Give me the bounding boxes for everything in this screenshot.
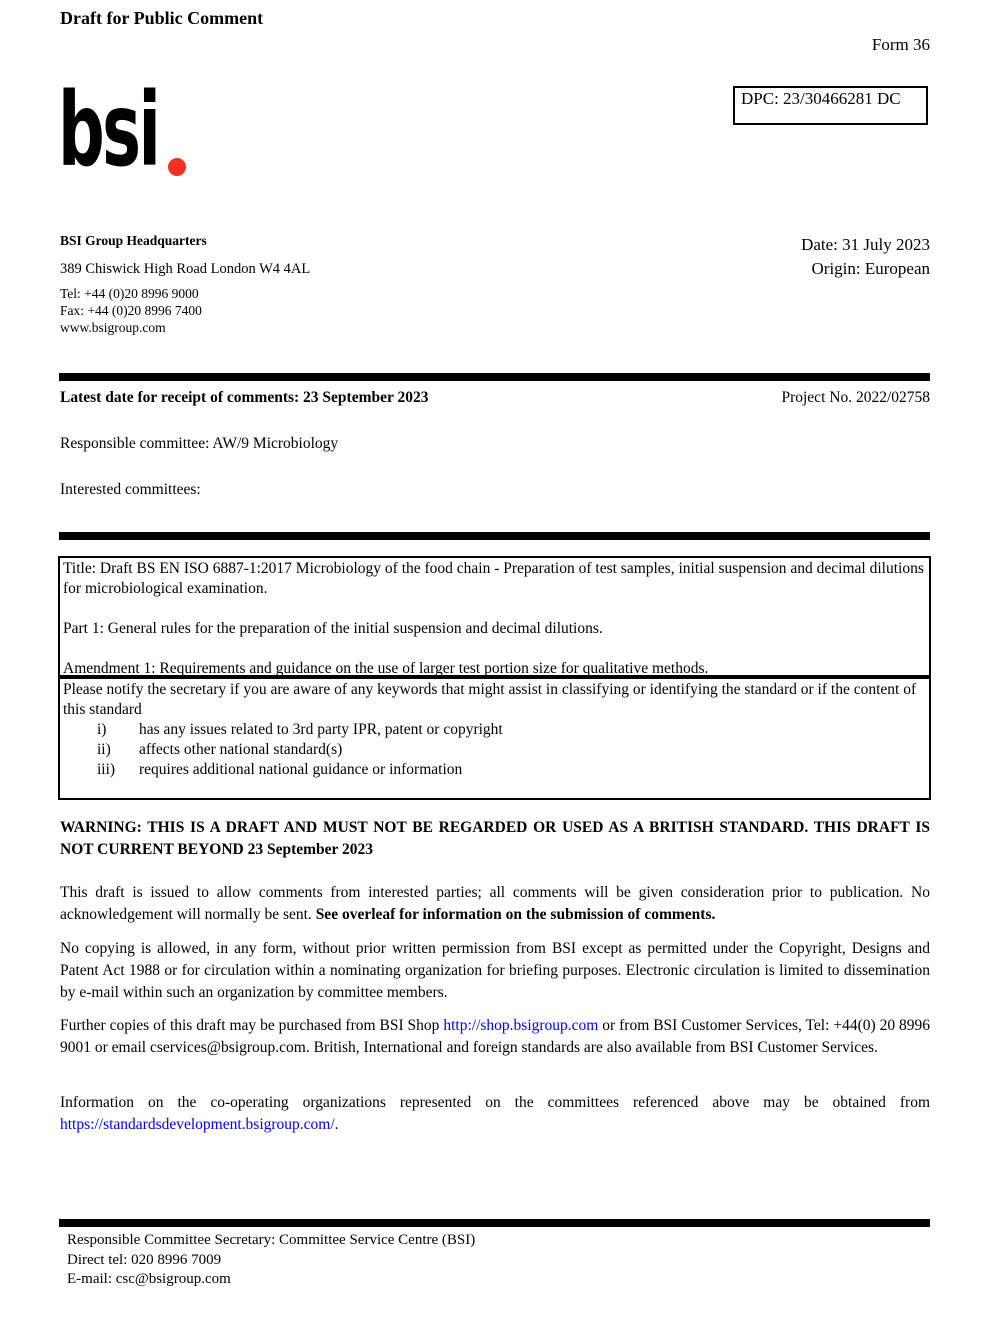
- bsi-logo: [58, 71, 208, 196]
- list-item-text: affects other national standard(s): [139, 741, 343, 758]
- dpc-number-box: [733, 86, 928, 125]
- keywords-intro: Please notify the secretary if you are aware of any keywords that might assist in classifying or identifying the standard or if the content of this standard: [63, 681, 917, 718]
- purchase-paragraph-pre: Further copies of this draft may be purchased from BSI Shop: [60, 1017, 444, 1034]
- interested-committees: Interested committees:: [60, 481, 201, 498]
- draft-for-public-comment-label: Draft for Public Comment: [60, 8, 264, 28]
- latest-date-for-comments: Latest date for receipt of comments: 23 September 2023: [60, 389, 429, 406]
- keywords-notice-box: [58, 677, 931, 800]
- standard-amendment: Amendment 1: Requirements and guidance on the use of larger test portion size for qualitative methods.: [63, 660, 709, 677]
- project-number: Project No. 2022/02758: [781, 389, 930, 406]
- comments-paragraph-bold: See overleaf for information on the submission of comments.: [315, 906, 716, 923]
- divider-bar: [59, 373, 930, 381]
- purchase-paragraph: [60, 1015, 930, 1059]
- list-item-marker: iii): [97, 761, 116, 778]
- keywords-list-item: [63, 740, 926, 760]
- purchase-paragraph-post: or from BSI Customer Services, Tel: +44(0) 20 8996 9001 or email cservices@bsigroup.com. British, International and foreign standards are also available from BSI Customer Services.: [60, 1017, 931, 1056]
- divider-bar: [59, 532, 930, 540]
- bsi-shop-link[interactable]: http://shop.bsigroup.com: [443, 1017, 599, 1034]
- keywords-list: [63, 720, 926, 780]
- keywords-list-item: [63, 720, 926, 740]
- cooperating-orgs-paragraph: [60, 1092, 930, 1136]
- hq-title: BSI Group Headquarters: [60, 233, 207, 248]
- keywords-list-item: [63, 760, 926, 780]
- footer-secretary: Responsible Committee Secretary: Committee Service Centre (BSI): [67, 1232, 476, 1248]
- hq-tel: Tel: +44 (0)20 8996 9000: [60, 286, 199, 301]
- list-item-marker: ii): [97, 741, 111, 758]
- list-item-text: requires additional national guidance or information: [139, 761, 463, 778]
- comments-paragraph: [60, 882, 930, 926]
- hq-address: 389 Chiswick High Road London W4 4AL: [60, 261, 311, 277]
- footer-direct-tel: Direct tel: 020 8996 7009: [67, 1251, 222, 1268]
- footer-block: [67, 1231, 475, 1290]
- cooperating-orgs-pre: Information on the co-operating organizations represented on the committees referenced above may be obtained from: [60, 1094, 930, 1111]
- logo-red-dot-icon: [168, 158, 186, 176]
- standards-development-link[interactable]: https://standardsdevelopment.bsigroup.com/: [60, 1116, 335, 1133]
- document-date: Date: 31 July 2023: [801, 235, 930, 254]
- hq-website: www.bsigroup.com: [60, 320, 166, 335]
- footer-email: E-mail: csc@bsigroup.com: [67, 1271, 231, 1287]
- dpc-number: DPC: 23/30466281 DC: [741, 89, 901, 108]
- list-item-text: has any issues related to 3rd party IPR, patent or copyright: [139, 721, 503, 738]
- responsible-committee: Responsible committee: AW/9 Microbiology: [60, 435, 339, 452]
- standard-title-box: [58, 556, 931, 677]
- comments-paragraph-text: This draft is issued to allow comments from interested parties; all comments will be given consideration prior to publication. No acknowledgement will normally be sent.: [60, 884, 930, 923]
- warning-paragraph: WARNING: THIS IS A DRAFT AND MUST NOT BE REGARDED OR USED AS A BRITISH STANDARD. THIS DRAFT IS NOT CURRENT BEYOND 23 September 2023: [60, 819, 930, 858]
- cooperating-orgs-post: .: [334, 1116, 339, 1133]
- divider-bar: [59, 1219, 930, 1227]
- form-number: Form 36: [871, 35, 930, 54]
- list-item-marker: i): [97, 721, 107, 738]
- document-origin: Origin: European: [811, 259, 930, 278]
- bsi-logo-text: bsi: [58, 71, 159, 190]
- copyright-paragraph: No copying is allowed, in any form, without prior written permission from BSI except as permitted under the Copyright, Designs and Patent Act 1988 or for circulation within a nominating organization for briefing purposes. Electronic circulation is limited to dissemination by e-mail within such an organization by committee members.: [60, 940, 930, 1001]
- standard-part: Part 1: General rules for the preparation of the initial suspension and decimal dilutions.: [63, 620, 603, 637]
- standard-title: Title: Draft BS EN ISO 6887-1:2017 Microbiology of the food chain - Preparation of test samples, initial suspension and decimal dilutions for microbiological examination.: [63, 560, 924, 597]
- hq-fax: Fax: +44 (0)20 8996 7400: [60, 303, 202, 318]
